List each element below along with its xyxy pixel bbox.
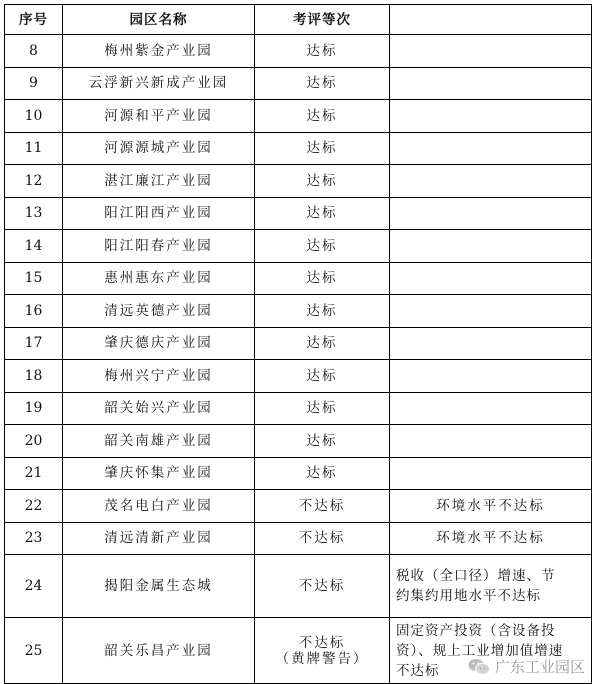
table-row [5,425,592,458]
grade-line: 达标 [306,400,338,417]
grade-line: 达标 [306,302,338,319]
grade-line: 达标 [306,335,338,352]
remark-line: 资）、规上工业增加值增速 [396,642,564,659]
table-row [5,262,592,295]
remark-cell [390,67,592,100]
row-index: 17 [5,327,63,360]
table-row [5,295,592,328]
evaluation-grade [255,295,390,328]
park-name: 茂名电白产业园 [63,490,255,523]
row-index: 19 [5,392,63,425]
evaluation-grade [255,555,390,618]
park-name: 揭阳金属生态城 [63,555,255,618]
remark-line: 约集约用地水平不达标 [396,588,541,604]
grade-line: 不达标 [298,578,346,594]
row-index: 16 [5,295,63,328]
remark-cell [390,392,592,425]
park-name: 湛江廉江产业园 [63,165,255,198]
header-index: 序号 [5,5,63,35]
remark-cell [390,132,592,165]
park-name: 韶关乐昌产业园 [63,618,255,684]
remark-cell [390,165,592,198]
table-header-row [5,5,592,35]
table-row [5,392,592,425]
remark-cell [390,360,592,393]
remark-cell [390,35,592,68]
park-name: 阳江阳春产业园 [63,230,255,263]
grade-line: 达标 [306,205,338,222]
grade-line: 达标 [306,42,338,59]
row-index: 23 [5,522,63,555]
row-index: 18 [5,360,63,393]
table-row [5,67,592,100]
park-name: 河源和平产业园 [63,100,255,133]
evaluation-grade [255,457,390,490]
evaluation-grade [255,490,390,523]
grade-line: 达标 [306,237,338,254]
table-body [5,35,592,684]
evaluation-grade [255,165,390,198]
row-index: 21 [5,457,63,490]
evaluation-grade [255,262,390,295]
row-index: 9 [5,67,63,100]
table-row [5,522,592,555]
park-name: 梅州紫金产业园 [63,35,255,68]
remark-line: 环境水平不达标 [436,497,545,514]
evaluation-grade [255,618,390,684]
row-index: 15 [5,262,63,295]
park-name: 肇庆怀集产业园 [63,457,255,490]
grade-line: 不达标 [298,634,346,651]
row-index: 25 [5,618,63,684]
wechat-icon [468,658,490,676]
header-grade: 考评等次 [255,5,390,35]
grade-line: 达标 [306,107,338,124]
grade-line: 达标 [306,75,338,92]
evaluation-grade [255,230,390,263]
evaluation-grade [255,197,390,230]
grade-line: 达标 [306,172,338,189]
grade-line: 达标 [306,465,338,482]
grade-line: 达标 [306,140,338,157]
row-index: 13 [5,197,63,230]
park-name: 韶关始兴产业园 [63,392,255,425]
remark-cell [390,555,592,618]
remark-cell [390,490,592,523]
evaluation-grade [255,35,390,68]
evaluation-grade [255,392,390,425]
table-row [5,35,592,68]
evaluation-grade [255,522,390,555]
evaluation-table [4,4,592,684]
row-index: 8 [5,35,63,68]
evaluation-grade [255,100,390,133]
header-park-name: 园区名称 [63,5,255,35]
remark-cell [390,197,592,230]
remark-line: 环境水平不达标 [436,530,545,547]
table-row [5,457,592,490]
evaluation-grade [255,67,390,100]
remark-cell [390,425,592,458]
table-row [5,197,592,230]
park-name: 河源源城产业园 [63,132,255,165]
header-remark [390,5,592,35]
evaluation-grade [255,425,390,458]
table-row [5,490,592,523]
park-name: 阳江阳西产业园 [63,197,255,230]
remark-line: 不达标 [396,662,440,679]
grade-line: （黄牌警告） [275,650,369,667]
row-index: 24 [5,555,63,618]
remark-line: 税收（全口径）增速、节 [396,568,556,584]
table-row [5,230,592,263]
park-name: 韶关南雄产业园 [63,425,255,458]
evaluation-grade [255,132,390,165]
remark-cell [390,327,592,360]
remark-cell [390,100,592,133]
park-name: 清远英德产业园 [63,295,255,328]
remark-cell [390,230,592,263]
row-index: 12 [5,165,63,198]
park-name: 惠州惠东产业园 [63,262,255,295]
park-name: 梅州兴宁产业园 [63,360,255,393]
table-row [5,327,592,360]
remark-cell [390,522,592,555]
row-index: 22 [5,490,63,523]
table-row [5,132,592,165]
remark-line: 固定资产投资（含设备投 [396,622,556,639]
watermark-text: 广东工业园区 [494,658,585,676]
remark-cell [390,457,592,490]
row-index: 11 [5,132,63,165]
table-row [5,165,592,198]
row-index: 10 [5,100,63,133]
row-index: 20 [5,425,63,458]
grade-line: 达标 [306,367,338,384]
grade-line: 达标 [306,270,338,287]
grade-line: 达标 [306,432,338,449]
evaluation-grade [255,327,390,360]
park-name: 肇庆德庆产业园 [63,327,255,360]
park-name: 云浮新兴新成产业园 [63,67,255,100]
row-index: 14 [5,230,63,263]
remark-cell [390,262,592,295]
watermark [468,656,585,677]
grade-line: 不达标 [298,530,346,547]
table-row [5,555,592,618]
grade-line: 不达标 [298,497,346,514]
remark-cell [390,295,592,328]
table-row [5,360,592,393]
park-name: 清远清新产业园 [63,522,255,555]
evaluation-grade [255,360,390,393]
table-row [5,100,592,133]
